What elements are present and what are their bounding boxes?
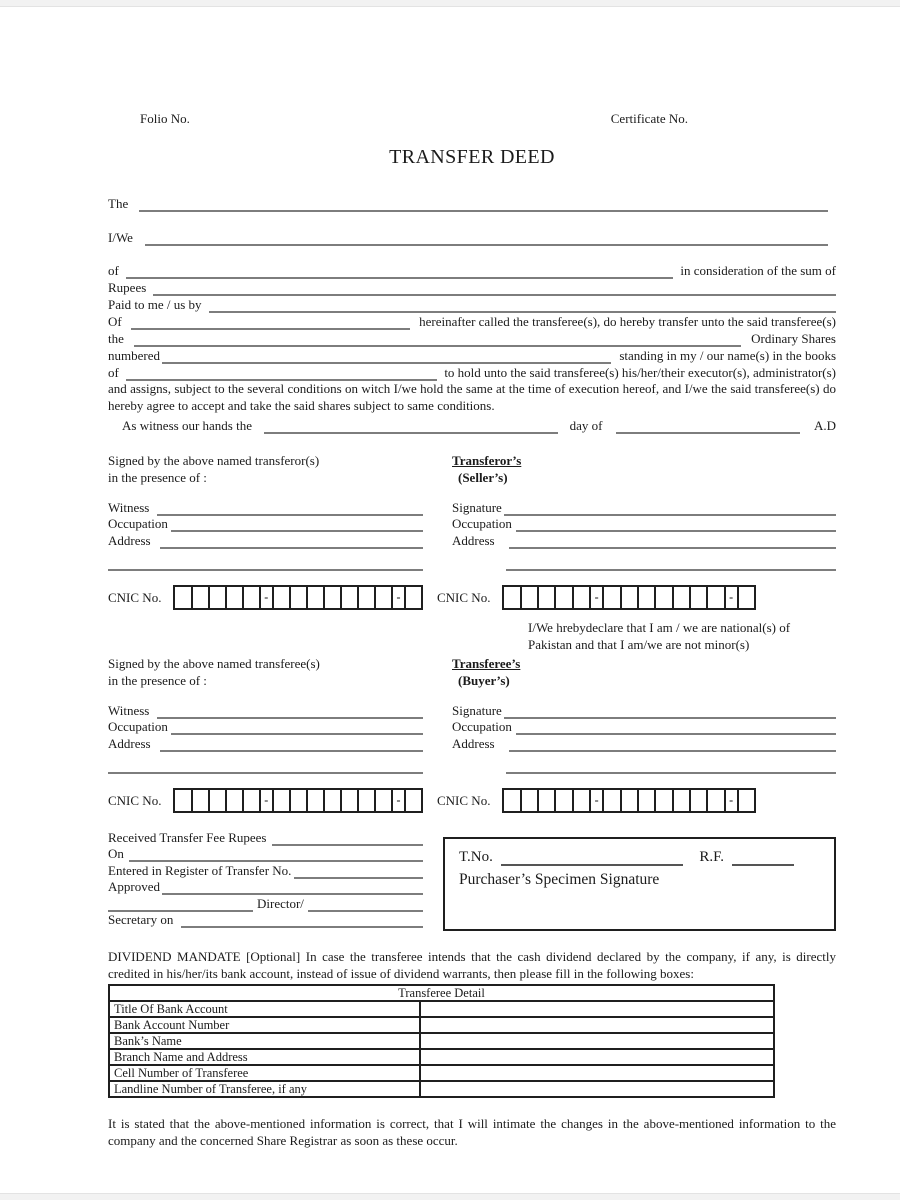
blank-line xyxy=(160,740,423,752)
received-fee-label: Received Transfer Fee Rupees xyxy=(108,829,267,845)
tno-label: T.No. xyxy=(459,849,493,865)
blank-line xyxy=(516,723,836,735)
address-field xyxy=(108,735,423,752)
cnic-cell xyxy=(654,790,671,811)
cnic-cell xyxy=(554,790,571,811)
transferee-heading-row xyxy=(108,655,836,689)
table-row xyxy=(109,1049,774,1065)
blank-line xyxy=(616,421,800,434)
cnic-cell xyxy=(620,587,637,608)
signature-field xyxy=(452,499,836,516)
of-label: Of xyxy=(108,314,122,329)
folio-no-label: Folio No. xyxy=(140,111,190,126)
cnic-cell xyxy=(689,790,706,811)
line-rupees xyxy=(108,279,836,296)
cnic-cell xyxy=(357,587,374,608)
cnic-cell xyxy=(520,790,537,811)
witness-field xyxy=(108,702,423,719)
cnic-cell xyxy=(289,587,306,608)
register-no-label: Entered in Register of Transfer No. xyxy=(108,862,292,878)
cnic-cell xyxy=(504,587,519,608)
cnic-cell xyxy=(520,587,537,608)
transferor-presence-text: in the presence of : xyxy=(108,470,207,485)
cnic-cell xyxy=(306,790,323,811)
cnic-dash: - xyxy=(391,790,404,811)
of-label: of xyxy=(108,263,119,278)
cnic-cell xyxy=(404,587,421,608)
cnic-cell xyxy=(242,587,259,608)
signature-field xyxy=(452,702,836,719)
cnic-cell xyxy=(175,587,190,608)
cnic-cell xyxy=(208,790,225,811)
address-field xyxy=(452,532,836,549)
occupation-label: Occupation xyxy=(452,719,512,734)
cnic-cell xyxy=(175,790,190,811)
cnic-cell xyxy=(602,587,619,608)
blank-line xyxy=(162,351,611,364)
cnic-cell xyxy=(225,790,242,811)
ad-label: A.D xyxy=(813,418,836,433)
cnic-cell xyxy=(537,790,554,811)
rupees-label: Rupees xyxy=(108,280,147,295)
transferee-subheading: (Buyer’s) xyxy=(458,673,510,688)
consideration-text: in consideration of the sum of xyxy=(680,263,836,278)
blank-line xyxy=(506,762,836,774)
cnic-cell xyxy=(689,587,706,608)
cnic-dash: - xyxy=(589,587,602,608)
occupation-label: Occupation xyxy=(108,719,168,734)
numbered-label: numbered xyxy=(108,348,160,363)
cnic-cell xyxy=(706,587,723,608)
occupation-label: Occupation xyxy=(452,516,512,531)
signature-label: Signature xyxy=(452,499,502,515)
line-numbered xyxy=(108,347,836,364)
blank-line xyxy=(308,900,423,912)
blank-line xyxy=(504,504,836,516)
cnic-cell xyxy=(637,790,654,811)
line-of-consideration xyxy=(108,262,836,279)
cnic-cell xyxy=(572,587,589,608)
specimen-caption: Purchaser’s Specimen Signature xyxy=(459,871,660,888)
cnic-cell xyxy=(323,790,340,811)
address-continuation xyxy=(452,758,836,775)
cnic-cell xyxy=(357,790,374,811)
row-value-cell xyxy=(420,1033,774,1049)
cnic-boxes xyxy=(173,585,423,610)
blank-line xyxy=(171,723,423,735)
address-continuation xyxy=(108,555,423,572)
transferee-cnic-row xyxy=(108,788,836,813)
blank-line xyxy=(139,199,828,212)
cnic-cell xyxy=(323,587,340,608)
row-value-cell xyxy=(420,1049,774,1065)
line-the xyxy=(108,195,836,212)
conditions-paragraph: and assigns, subject to the several conditions on witch I/we hold the same at the time of execution hereof, and I/we the said transferee(s) do hereby agree to accept and take the said shares subject to same conditions. xyxy=(108,381,836,413)
blank-line xyxy=(509,537,836,549)
blank-line xyxy=(108,900,253,912)
nationality-declaration: I/We hrebydeclare that I am / we are national(s) of Pakistan and that I am/we are not minor(s) xyxy=(528,620,791,652)
blank-line xyxy=(516,520,836,532)
blank-line xyxy=(181,916,423,928)
cnic-cell xyxy=(706,790,723,811)
transferor-signed-text: Signed by the above named transferor(s) xyxy=(108,453,320,468)
cnic-cell xyxy=(537,587,554,608)
table-header: Transferee Detail xyxy=(109,985,774,1001)
witness-field xyxy=(108,499,423,516)
witness-hands-label: As witness our hands the xyxy=(122,418,252,433)
blank-line xyxy=(209,300,836,313)
blank-line xyxy=(171,520,423,532)
blank-line xyxy=(504,707,836,719)
cnic-cell xyxy=(289,790,306,811)
table-row xyxy=(109,1017,774,1033)
cnic-cell xyxy=(191,790,208,811)
occupation-field xyxy=(108,516,423,533)
transferor-cnic-row xyxy=(108,585,836,610)
line-of-hereinafter xyxy=(108,313,836,330)
transferor-fields xyxy=(108,499,836,571)
address-continuation xyxy=(452,555,836,572)
row-label: Bank Account Number xyxy=(109,1017,420,1033)
specimen-signature-box xyxy=(443,837,836,931)
blank-line xyxy=(264,421,558,434)
occupation-label: Occupation xyxy=(108,516,168,531)
approved-field xyxy=(108,879,423,896)
transferee-presence-text: in the presence of : xyxy=(108,673,207,688)
hold-text: to hold unto the said transferee(s) his/her/their executor(s), administrator(s) xyxy=(444,365,836,380)
address-label: Address xyxy=(108,532,151,548)
cnic-cell xyxy=(340,587,357,608)
cnic-cell xyxy=(191,587,208,608)
table-header-row xyxy=(109,985,774,1001)
of-label: of xyxy=(108,365,119,380)
blank-line xyxy=(145,233,828,246)
secretary-field xyxy=(108,912,423,929)
rf-label: R.F. xyxy=(699,849,724,865)
blank-line xyxy=(126,368,437,381)
cnic-dash: - xyxy=(724,790,737,811)
transferee-detail-table xyxy=(108,984,775,1098)
table-row xyxy=(109,1081,774,1097)
cnic-no-label: CNIC No. xyxy=(108,793,162,808)
row-label: Title Of Bank Account xyxy=(109,1001,420,1017)
occupation-field xyxy=(452,516,836,533)
tno-rf-row xyxy=(459,847,820,866)
row-label: Bank’s Name xyxy=(109,1033,420,1049)
table-row xyxy=(109,1065,774,1081)
hereinafter-text: hereinafter called the transferee(s), do hereby transfer unto the said transferee(s) xyxy=(419,314,836,329)
cnic-cell xyxy=(374,790,391,811)
cnic-cell xyxy=(225,587,242,608)
transferor-heading-row xyxy=(108,452,836,486)
blank-line xyxy=(153,283,836,296)
cnic-cell xyxy=(554,587,571,608)
witness-label: Witness xyxy=(108,702,150,718)
address-field xyxy=(452,735,836,752)
address-label: Address xyxy=(108,735,151,751)
transferee-fields xyxy=(108,702,836,774)
cnic-boxes xyxy=(502,788,756,813)
transferee-signed-text: Signed by the above named transferee(s) xyxy=(108,656,320,671)
row-label: Cell Number of Transferee xyxy=(109,1065,420,1081)
line-the-shares xyxy=(108,330,836,347)
cnic-cell xyxy=(637,587,654,608)
standing-text: standing in my / our name(s) in the books xyxy=(619,348,836,363)
paid-by-label: Paid to me / us by xyxy=(108,297,202,312)
address-label: Address xyxy=(452,735,495,751)
cnic-dash: - xyxy=(259,587,272,608)
the-label: the xyxy=(108,331,124,346)
register-no-field xyxy=(108,862,423,879)
transferee-heading: Transferee’s xyxy=(452,656,521,671)
blank-line xyxy=(506,559,836,571)
iwe-label: I/We xyxy=(108,230,133,245)
cnic-cell xyxy=(737,790,754,811)
cnic-cell xyxy=(242,790,259,811)
transferor-subheading: (Seller’s) xyxy=(458,470,508,485)
row-value-cell xyxy=(420,1001,774,1017)
blank-line xyxy=(501,852,683,866)
on-label: On xyxy=(108,846,124,861)
cnic-cell xyxy=(374,587,391,608)
secretary-label: Secretary on xyxy=(108,912,174,927)
cnic-cell xyxy=(672,587,689,608)
blank-line xyxy=(129,850,423,862)
cnic-dash: - xyxy=(724,587,737,608)
form-content xyxy=(108,0,836,1149)
dividend-mandate-paragraph: DIVIDEND MANDATE [Optional] In case the transferee intends that the cash dividend declared by the company, if any, is directly credited in his/her/its bank account, instead of issue of dividend warrants, then please fill in the following boxes: xyxy=(108,949,836,981)
line-paid-by xyxy=(108,296,836,313)
director-field xyxy=(108,895,423,912)
address-label: Address xyxy=(452,532,495,548)
address-continuation xyxy=(108,758,423,775)
blank-line xyxy=(294,867,423,879)
blank-line xyxy=(157,504,423,516)
certificate-no-label: Certificate No. xyxy=(610,111,688,126)
office-use-section xyxy=(108,829,836,931)
blank-line xyxy=(108,762,423,774)
row-value-cell xyxy=(420,1081,774,1097)
ordinary-shares-text: Ordinary Shares xyxy=(751,331,836,346)
footer-statement: It is stated that the above-mentioned information is correct, that I will intimate the changes in the above-mentioned information to the company and the concerned Share Registrar as soon as these occur. xyxy=(108,1116,836,1148)
blank-line xyxy=(131,317,410,330)
row-label: Branch Name and Address xyxy=(109,1049,420,1065)
row-value-cell xyxy=(420,1065,774,1081)
cnic-cell xyxy=(672,790,689,811)
cnic-no-label: CNIC No. xyxy=(437,590,491,605)
occupation-field xyxy=(108,719,423,736)
cnic-cell xyxy=(272,790,289,811)
cnic-cell xyxy=(306,587,323,608)
blank-line xyxy=(732,852,794,866)
cnic-cell xyxy=(572,790,589,811)
the-label: The xyxy=(108,196,129,211)
cnic-cell xyxy=(654,587,671,608)
transferor-heading: Transferor’s xyxy=(452,453,522,468)
witness-label: Witness xyxy=(108,499,150,515)
cnic-no-label: CNIC No. xyxy=(108,590,162,605)
blank-line xyxy=(509,740,836,752)
page-edge-bottom xyxy=(0,1193,900,1200)
blank-line xyxy=(134,334,741,347)
cnic-boxes xyxy=(173,788,423,813)
blank-line xyxy=(157,707,423,719)
on-field xyxy=(108,846,423,863)
cnic-dash: - xyxy=(589,790,602,811)
blank-line xyxy=(108,559,423,571)
row-value-cell xyxy=(420,1017,774,1033)
line-witness-hands xyxy=(108,417,836,434)
cnic-no-label: CNIC No. xyxy=(437,793,491,808)
form-header xyxy=(108,110,836,127)
received-fee-field xyxy=(108,829,423,846)
table-row xyxy=(109,1001,774,1017)
director-label: Director/ xyxy=(257,895,304,911)
cnic-dash: - xyxy=(259,790,272,811)
cnic-cell xyxy=(504,790,519,811)
line-of-hold xyxy=(108,364,836,381)
blank-line xyxy=(162,883,423,895)
page-title: TRANSFER DEED xyxy=(389,146,555,168)
approved-label: Approved xyxy=(108,879,160,894)
line-iwe xyxy=(108,229,836,246)
blank-line xyxy=(126,266,674,279)
cnic-cell xyxy=(208,587,225,608)
address-field xyxy=(108,532,423,549)
cnic-cell xyxy=(272,587,289,608)
cnic-cell xyxy=(340,790,357,811)
cnic-cell xyxy=(404,790,421,811)
blank-line xyxy=(272,834,424,846)
blank-line xyxy=(160,537,423,549)
day-of-label: day of xyxy=(569,418,603,433)
signature-label: Signature xyxy=(452,702,502,718)
row-label: Landline Number of Transferee, if any xyxy=(109,1081,420,1097)
cnic-cell xyxy=(620,790,637,811)
occupation-field xyxy=(452,719,836,736)
table-row xyxy=(109,1033,774,1049)
cnic-cell xyxy=(602,790,619,811)
cnic-cell xyxy=(737,587,754,608)
cnic-dash: - xyxy=(391,587,404,608)
cnic-boxes xyxy=(502,585,756,610)
